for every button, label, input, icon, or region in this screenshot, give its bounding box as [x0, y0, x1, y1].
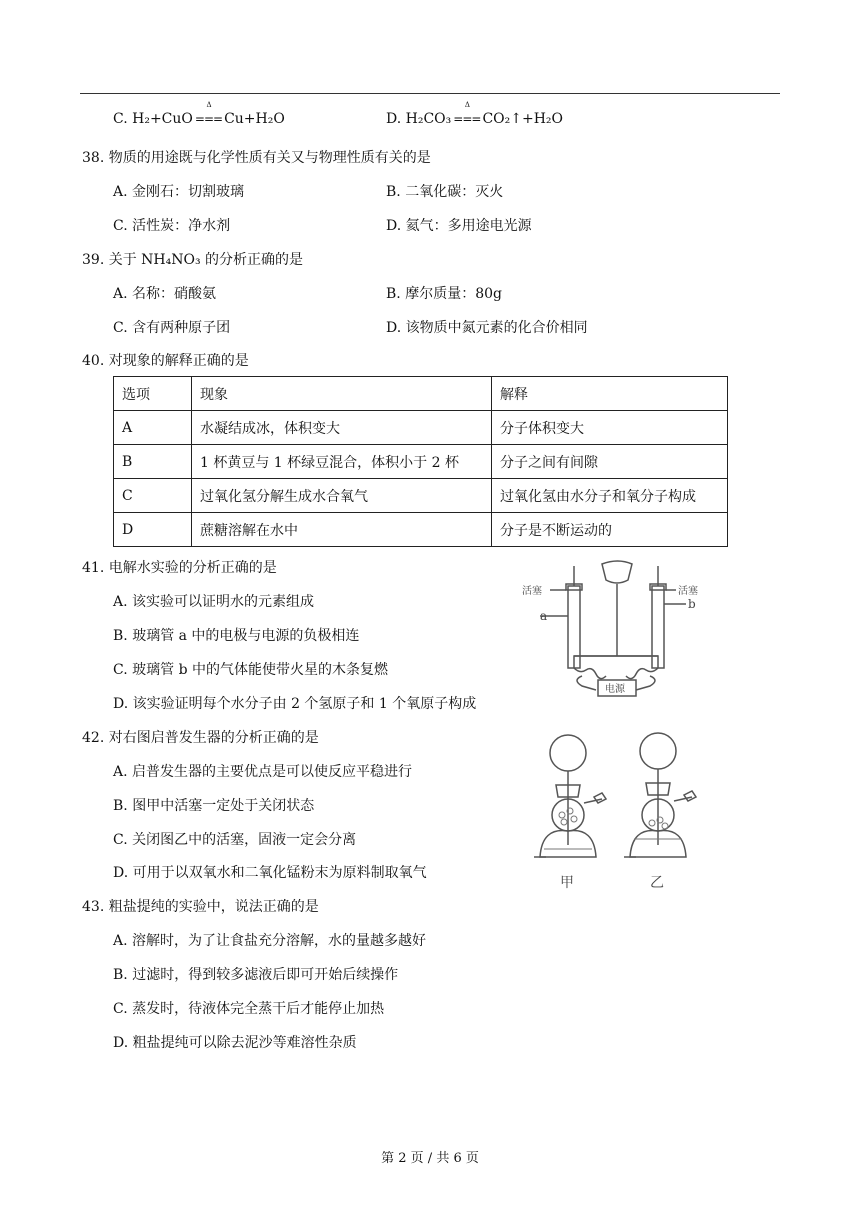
table-cell: 水凝结成冰，体积变大 [192, 411, 492, 445]
q41-option-d: D. 该实验证明每个水分子由 2 个氢原子和 1 个氧原子构成 [113, 696, 477, 712]
q39-option-c: C. 含有两种原子团 [113, 320, 231, 336]
heat-condition: Δ [464, 101, 469, 109]
equation-sign: Δ === [453, 101, 481, 126]
figure-yi-label: 乙 [650, 875, 664, 891]
q42-option-b: B. 图甲中活塞一定处于关闭状态 [113, 798, 315, 814]
figure-jia-label: 甲 [560, 875, 574, 891]
table-cell: C [114, 479, 192, 513]
table-cell: 1 杯黄豆与 1 杯绿豆混合，体积小于 2 杯 [192, 445, 492, 479]
q41-option-c: C. 玻璃管 b 中的气体能使带火星的木条复燃 [113, 662, 388, 678]
table-cell: 蔗糖溶解在水中 [192, 513, 492, 547]
table-row [114, 513, 728, 547]
equation-rhs: CO₂↑+H₂O [482, 111, 563, 127]
prev-option-d [386, 101, 563, 127]
table-row [114, 411, 728, 445]
prev-option-c [113, 101, 285, 127]
q38-option-d: D. 氦气：多用途电光源 [386, 218, 532, 234]
equation-rhs: Cu+H₂O [224, 111, 285, 127]
kipp-generator-figure [520, 727, 715, 892]
question-42: 42. 对右图启普发生器的分析正确的是 [82, 730, 319, 746]
q42-option-d: D. 可用于以双氧水和二氧化锰粉末为原料制取氧气 [113, 865, 427, 881]
table-cell: D [114, 513, 192, 547]
q43-option-b: B. 过滤时，得到较多滤液后即可开始后续操作 [113, 967, 399, 983]
page-footer: 第 2 页 / 共 6 页 [381, 1151, 479, 1166]
table-cell: B [114, 445, 192, 479]
q43-option-a: A. 溶解时，为了让食盐充分溶解，水的量越多越好 [113, 933, 427, 949]
q42-option-a: A. 启普发生器的主要优点是可以使反应平稳进行 [113, 764, 413, 780]
question-40: 40. 对现象的解释正确的是 [82, 353, 249, 369]
tube-a-label: a [540, 609, 548, 623]
option-label: C. [113, 111, 128, 127]
power-supply-label: 电源 [605, 684, 625, 695]
heat-condition: Δ [206, 101, 211, 109]
question-43: 43. 粗盐提纯的实验中，说法正确的是 [82, 899, 319, 915]
q41-option-b: B. 玻璃管 a 中的电极与电源的负极相连 [113, 628, 360, 644]
table-cell: 分子是不断运动的 [492, 513, 728, 547]
question-38: 38. 物质的用途既与化学性质有关又与物理性质有关的是 [82, 150, 431, 166]
table-header: 解释 [492, 377, 728, 411]
explanation-table [113, 376, 728, 547]
q42-option-c: C. 关闭图乙中的活塞，固液一定会分离 [113, 832, 357, 848]
table-header: 现象 [192, 377, 492, 411]
right-valve-label: 活塞 [678, 586, 698, 597]
table-cell: 过氧化氢分解生成水合氧气 [192, 479, 492, 513]
table-header: 选项 [114, 377, 192, 411]
equation-lhs: H₂+CuO [132, 111, 193, 127]
option-label: D. [386, 111, 402, 127]
header-rule [80, 93, 780, 94]
tube-b-label: b [688, 597, 696, 611]
table-row [114, 479, 728, 513]
q38-option-a: A. 金刚石：切割玻璃 [113, 184, 245, 200]
q43-option-d: D. 粗盐提纯可以除去泥沙等难溶性杂质 [113, 1035, 357, 1051]
table-cell: 分子之间有间隙 [492, 445, 728, 479]
electrolysis-apparatus-figure [520, 556, 720, 701]
q38-option-c: C. 活性炭：净水剂 [113, 218, 231, 234]
q38-option-b: B. 二氧化碳：灭火 [386, 184, 504, 200]
equation-sign: Δ === [194, 101, 223, 126]
question-41: 41. 电解水实验的分析正确的是 [82, 560, 277, 576]
table-cell: 过氧化氢由水分子和氧分子构成 [492, 479, 728, 513]
table-cell: A [114, 411, 192, 445]
q41-option-a: A. 该实验可以证明水的元素组成 [113, 594, 315, 610]
q43-option-c: C. 蒸发时，待液体完全蒸干后才能停止加热 [113, 1001, 385, 1017]
table-row [114, 445, 728, 479]
table-cell: 分子体积变大 [492, 411, 728, 445]
table-header-row [114, 377, 728, 411]
question-39: 39. 关于 NH₄NO₃ 的分析正确的是 [82, 252, 304, 268]
q39-option-b: B. 摩尔质量：80g [386, 286, 502, 302]
q39-option-d: D. 该物质中氮元素的化合价相同 [386, 320, 588, 336]
q39-option-a: A. 名称：硝酸氨 [113, 286, 217, 302]
equation-lhs: H₂CO₃ [405, 111, 452, 127]
left-valve-label: 活塞 [522, 586, 542, 597]
